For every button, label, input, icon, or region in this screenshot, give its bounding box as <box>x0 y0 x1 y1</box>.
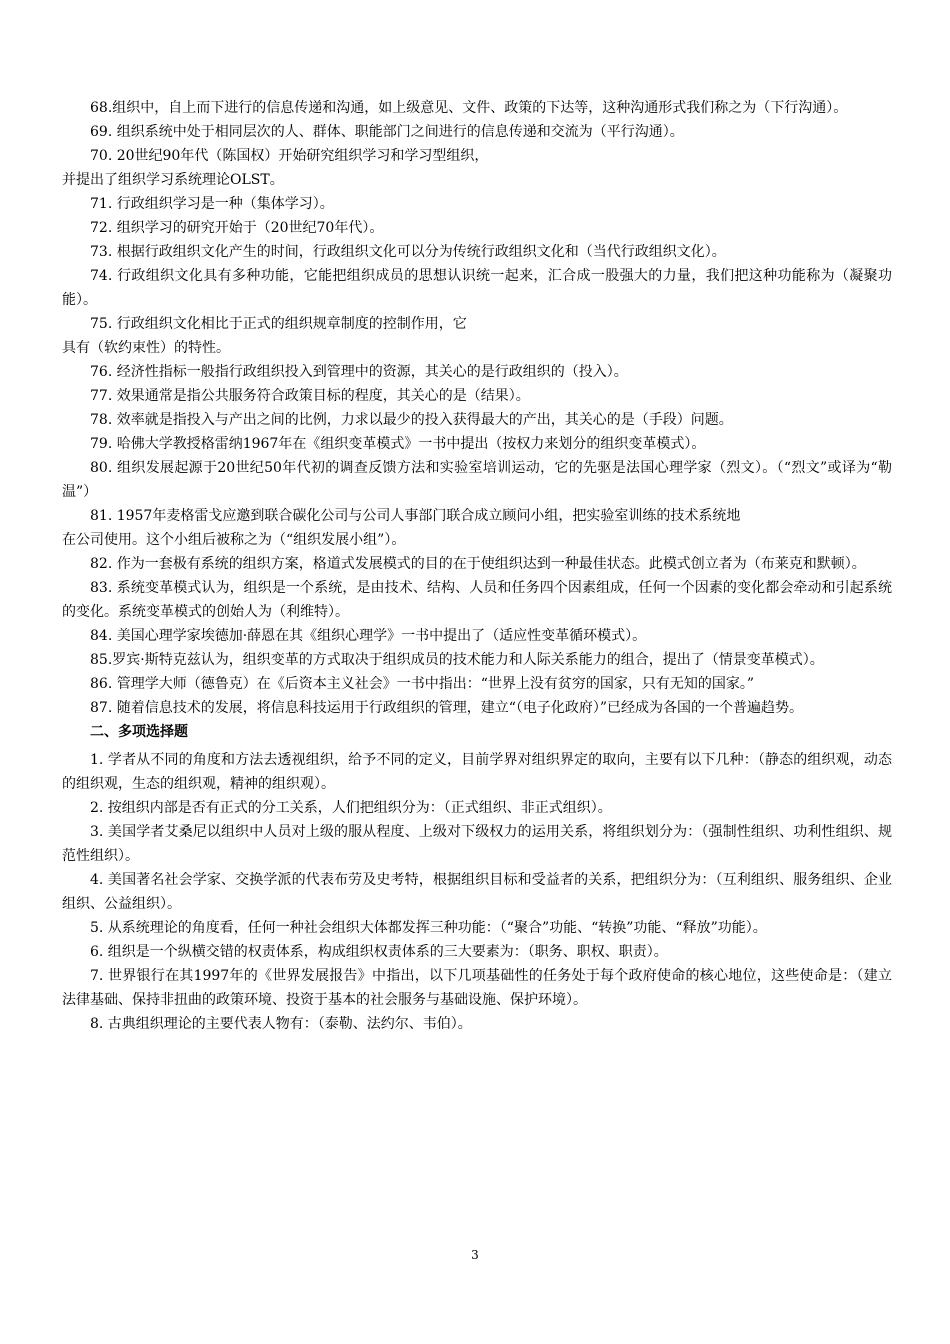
question-85: 85.罗宾·斯特克兹认为，组织变革的方式取决于组织成员的技术能力和人际关系能力的组合，提出了（情景变革模式）。 <box>90 652 824 668</box>
question-82: 82. 作为一套极有系统的组织方案，格道式发展模式的目的在于使组织达到一种最佳状态。此模式创立者为（布莱克和默顿）。 <box>90 556 866 572</box>
question-73: 73. 根据行政组织文化产生的时间，行政组织文化可以分为传统行政组织文化和（当代行政组织文化）。 <box>90 244 726 260</box>
mc-question-3: 3. 美国学者艾桑尼以组织中人员对上级的服从程度、上级对下级权力的运用关系，将组织划分为：（强制性组织、功利性组织、规范性组织）。 <box>62 824 892 864</box>
question-77: 77. 效果通常是指公共服务符合政策目标的程度，其关心的是（结果）。 <box>90 388 530 404</box>
question-74: 74. 行政组织文化具有多种功能，它能把组织成员的思想认识统一起来，汇合成一股强大的力量，我们把这种功能称为（凝聚功能）。 <box>62 268 892 308</box>
page-number: 3 <box>471 1248 479 1262</box>
question-68: 68.组织中，自上而下进行的信息传递和沟通，如上级意见、文件、政策的下达等，这种沟通形式我们称之为（下行沟通）。 <box>90 100 848 116</box>
question-69: 69. 组织系统中处于相同层次的人、群体、职能部门之间进行的信息传递和交流为（平行沟通）。 <box>90 124 684 140</box>
question-86: 86. 管理学大师（德鲁克）在《后资本主义社会》一书中指出：“世界上没有贫穷的国家，只有无知的国家。” <box>90 676 755 692</box>
question-83: 83. 系统变革模式认为，组织是一个系统，是由技术、结构、人员和任务四个因素组成，任何一个因素的变化都会牵动和引起系统的变化。系统变革模式的创始人为（利维特）。 <box>62 580 892 620</box>
question-84: 84. 美国心理学家埃德加·薛恩在其《组织心理学》一书中提出了（适应性变革循环模式）。 <box>90 628 647 644</box>
question-79: 79. 哈佛大学教授格雷纳1967年在《组织变革模式》一书中提出（按权力来划分的组织变革模式）。 <box>90 436 706 452</box>
mc-question-5: 5. 从系统理论的角度看，任何一种社会组织大体都发挥三种功能：（“聚合”功能、“转换”功能、“释放”功能）。 <box>90 920 767 936</box>
question-75: 75. 行政组织文化相比于正式的组织规章制度的控制作用，它 <box>90 316 467 332</box>
question-75-continued: 具有（软约束性）的特性。 <box>62 340 230 356</box>
single-choice-section <box>62 96 892 720</box>
question-81: 81. 1957年麦格雷戈应邀到联合碳化公司与公司人事部门联合成立顾问小组，把实验室训练的技术系统地 <box>90 508 741 524</box>
mc-question-1: 1. 学者从不同的角度和方法去透视组织，给予不同的定义，目前学界对组织界定的取向，主要有以下几种：（静态的组织观，动态的组织观，生态的组织观，精神的组织观）。 <box>62 752 892 792</box>
mc-question-2: 2. 按组织内部是否有正式的分工关系，人们把组织分为：（正式组织、非正式组织）。 <box>90 800 612 816</box>
section-heading: 二、多项选择题 <box>90 724 188 740</box>
mc-question-8: 8. 古典组织理论的主要代表人物有：（泰勒、法约尔、韦伯）。 <box>90 1016 472 1032</box>
mc-question-7: 7. 世界银行在其1997年的《世界发展报告》中指出，以下几项基础性的任务处于每个政府使命的核心地位，这些使命是：（建立法律基础、保持非扭曲的政策环境、投资于基本的社会服务与基础设施、保护环境）。 <box>62 968 892 1008</box>
multiple-choice-section <box>62 748 892 1036</box>
question-81-continued: 在公司使用。这个小组后被称之为（“组织发展小组”）。 <box>62 532 406 548</box>
question-70-continued: 并提出了组织学习系统理论OLST。 <box>62 172 284 188</box>
mc-question-4: 4. 美国著名社会学家、交换学派的代表布劳及史考特，根据组织目标和受益者的关系，把组织分为：（互利组织、服务组织、企业组织、公益组织）。 <box>62 872 892 912</box>
question-70: 70. 20世纪90年代（陈国权）开始研究组织学习和学习型组织， <box>90 148 489 164</box>
question-87: 87. 随着信息技术的发展，将信息科技运用于行政组织的管理，建立“（电子化政府）”已经成为各国的一个普遍趋势。 <box>90 700 804 716</box>
question-72: 72. 组织学习的研究开始于（20世纪70年代）。 <box>90 220 384 236</box>
question-78: 78. 效率就是指投入与产出之间的比例，力求以最少的投入获得最大的产出，其关心的是（手段）问题。 <box>90 412 733 428</box>
question-80: 80. 组织发展起源于20世纪50年代初的调查反馈方法和实验室培训运动，它的先驱是法国心理学家（烈文）。（“烈文”或译为“勒温”） <box>62 460 892 500</box>
question-71: 71. 行政组织学习是一种（集体学习）。 <box>90 196 334 212</box>
mc-question-6: 6. 组织是一个纵横交错的权责体系，构成组织权责体系的三大要素为：（职务、职权、职责）。 <box>90 944 668 960</box>
question-76: 76. 经济性指标一般指行政组织投入到管理中的资源，其关心的是行政组织的（投入）。 <box>90 364 628 380</box>
document-page <box>62 96 892 1036</box>
